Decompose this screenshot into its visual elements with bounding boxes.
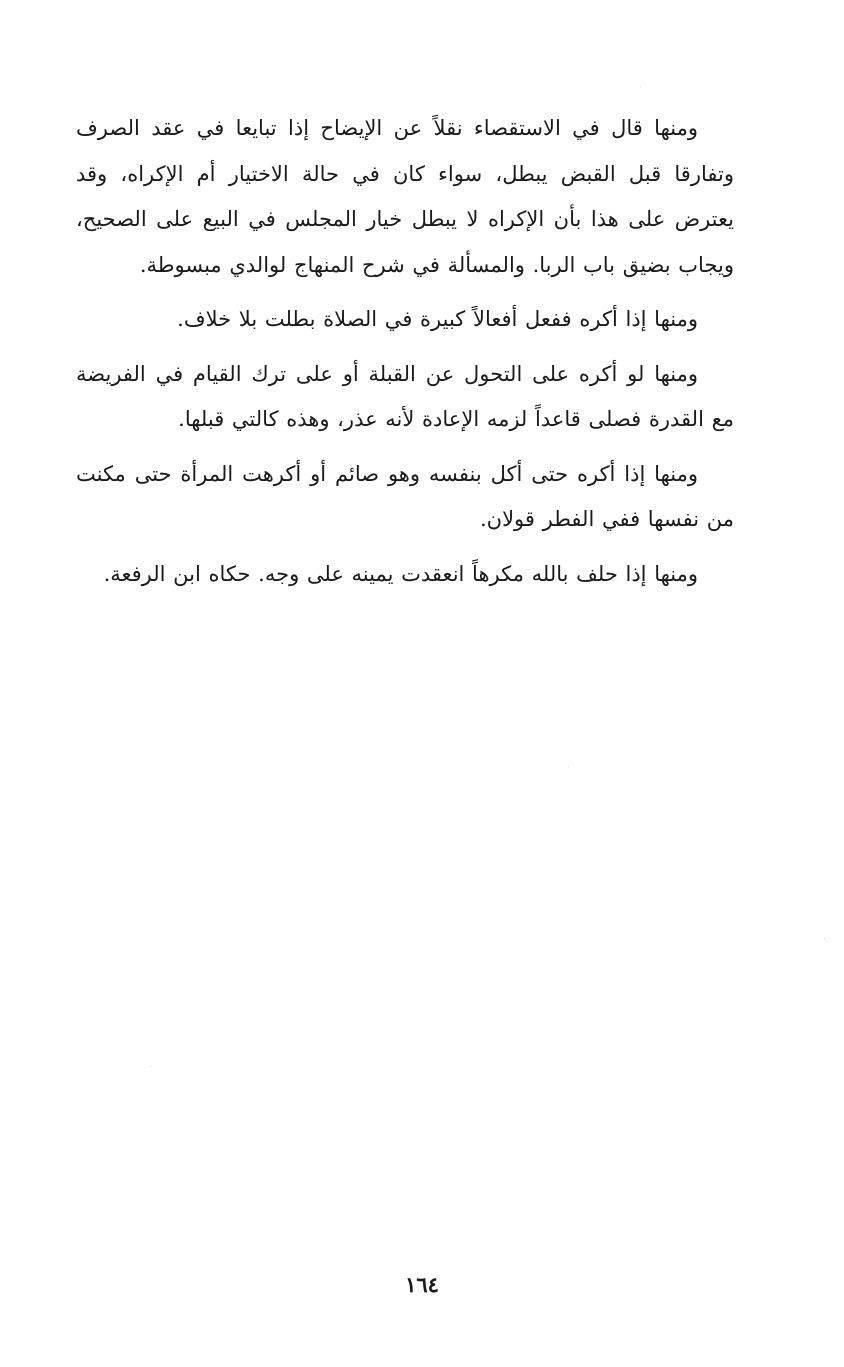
paragraph-5: ومنها إذا حلف بالله مكرهاً انعقدت يمينه على وجه. حكاه ابن الرفعة. — [103, 561, 698, 586]
paragraph-1: ومنها قال في الاستقصاء نقلاً عن الإيضاح إذا تبايعا في عقد الصرف وتفارقا قبل القبض يبطل، سواء كان في حالة الاختيار أم الإكراه، وقد يعترض على هذا بأن الإكراه لا يبطل خيار المجلس في البيع على الصحيح، ويجاب بضيق باب الربا. والمسألة في شرح المنهاج لوالدي مبسوطة. — [76, 116, 734, 277]
scan-speck — [150, 1066, 151, 1067]
page-number: ١٦٤ — [405, 1272, 439, 1297]
paragraph-2: ومنها إذا أكره ففعل أفعالاً كبيرة في الصلاة بطلت بلا خلاف. — [177, 307, 698, 331]
paragraph-3: ومنها لو أكره على التحول عن القبلة أو على ترك القيام في الفريضة مع القدرة فصلى قاعداً لزمه الإعادة لأنه عذر، وهذه كالتي قبلها. — [76, 361, 734, 431]
scan-speck — [824, 938, 825, 939]
scan-speck — [568, 766, 569, 767]
paragraph-4: ومنها إذا أكره حتى أكل بنفسه وهو صائم أو أكرهت المرأة حتى مكنت من نفسها ففي الفطر قولان. — [76, 461, 734, 531]
body-text — [76, 106, 734, 606]
scan-speck — [640, 86, 641, 87]
